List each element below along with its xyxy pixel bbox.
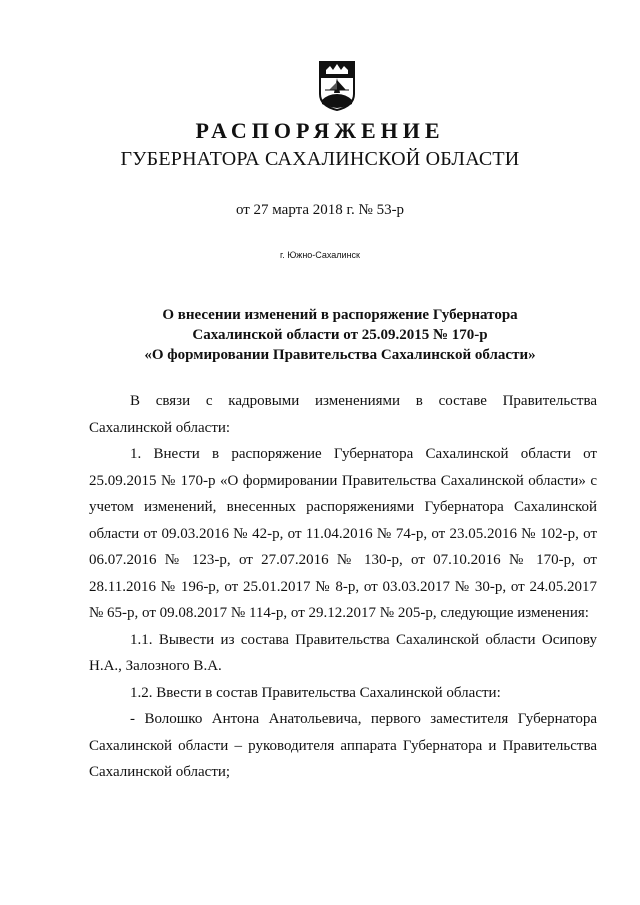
issuing-authority: ГУБЕРНАТОРА САХАЛИНСКОЙ ОБЛАСТИ — [120, 148, 520, 170]
document-date-number: от 27 марта 2018 г. № 53-р — [235, 202, 405, 218]
document-body — [89, 388, 597, 786]
title-line: О внесении изменений в распоряжение Губернатора — [162, 307, 518, 323]
body-paragraph-item-1: 1. Внести в распоряжение Губернатора Сахалинской области от 25.09.2015 № 170-р «О формировании Правительства Сахалинской области» с учетом изменений, внесенных распоряжениями Губернатора Сахалинской области от 09.03.2016 № 42-р, от 11.04.2016 № 74-р, от 23.05.2016 № 102-р, от 06.07.2016 № 123-р, от 27.07.2016 № 130-р, от 07.10.2016 № 170-р, от 28.11.2016 № 196-р, от 25.01.2017 № 8-р, от 03.03.2017 № 30-р, от 24.05.2017 № 65-р, от 09.08.2017 № 114-р, от 29.12.2017 № 205-р, следующие изменения: — [89, 446, 597, 621]
coat-of-arms-icon — [318, 60, 356, 112]
body-paragraph-item-1-2: 1.2. Ввести в состав Правительства Сахалинской области: — [130, 684, 501, 701]
document-type-heading: РАСПОРЯЖЕНИЕ — [195, 118, 445, 143]
body-paragraph-item-1-1: 1.1. Вывести из состава Правительства Сахалинской области Осипову Н.А., Залозного В.А. — [89, 631, 597, 674]
body-paragraph-item-1-2-a: - Волошко Антона Анатольевича, первого заместителя Губернатора Сахалинской области – руководителя аппарата Губернатора и Правительства Сахалинской области; — [89, 711, 597, 780]
body-paragraph-intro: В связи с кадровыми изменениями в составе Правительства Сахалинской области: — [89, 393, 597, 436]
document-city: г. Южно-Сахалинск — [280, 250, 360, 260]
title-line: Сахалинской области от 25.09.2015 № 170-р — [192, 327, 488, 343]
title-line: «О формировании Правительства Сахалинской области» — [144, 347, 536, 363]
document-title — [80, 305, 600, 365]
